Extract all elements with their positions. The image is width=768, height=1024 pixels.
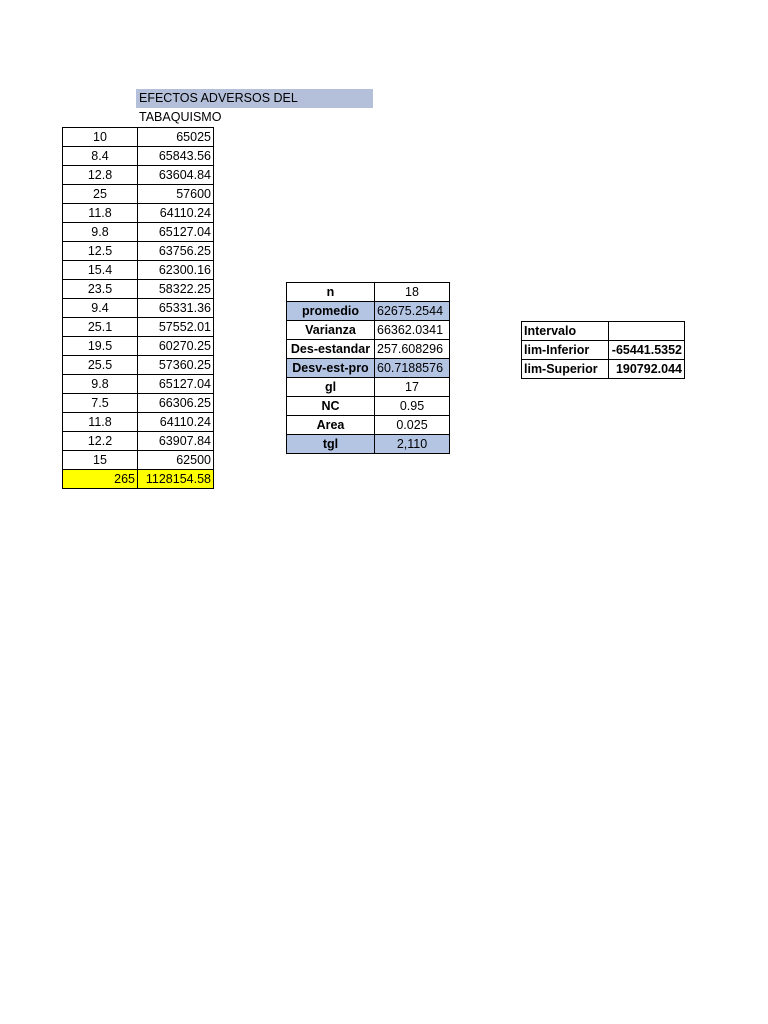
stat-row-varianza	[287, 321, 450, 340]
cell-y[interactable]: 63907.84	[138, 432, 214, 451]
interval-value[interactable]: -65441.5352	[609, 341, 685, 360]
stat-row-tgl	[287, 435, 450, 454]
cell-x[interactable]: 9.8	[63, 375, 138, 394]
table-row	[63, 185, 214, 204]
stat-value[interactable]: 0.025	[375, 416, 450, 435]
cell-x[interactable]: 11.8	[63, 204, 138, 223]
interval-row-superior	[522, 360, 685, 379]
table-row	[63, 128, 214, 147]
table-row	[63, 223, 214, 242]
cell-y[interactable]: 66306.25	[138, 394, 214, 413]
cell-y[interactable]: 65127.04	[138, 223, 214, 242]
stat-value[interactable]: 2,110	[375, 435, 450, 454]
cell-x[interactable]: 9.4	[63, 299, 138, 318]
cell-x[interactable]: 25	[63, 185, 138, 204]
stat-value[interactable]: 60.7188576	[375, 359, 450, 378]
table-row	[63, 204, 214, 223]
total-y[interactable]: 1128154.58	[138, 470, 214, 489]
table-row	[63, 413, 214, 432]
cell-y[interactable]: 62300.16	[138, 261, 214, 280]
table-row	[63, 280, 214, 299]
table-row	[63, 261, 214, 280]
data-table	[62, 127, 214, 489]
interval-header-row	[522, 322, 685, 341]
stat-label[interactable]: NC	[287, 397, 375, 416]
cell-y[interactable]: 65843.56	[138, 147, 214, 166]
stats-table	[286, 282, 450, 454]
cell-y[interactable]: 65025	[138, 128, 214, 147]
interval-row-inferior	[522, 341, 685, 360]
cell-y[interactable]: 65127.04	[138, 375, 214, 394]
cell-x[interactable]: 9.8	[63, 223, 138, 242]
empty-cell[interactable]	[609, 322, 685, 341]
cell-x[interactable]: 10	[63, 128, 138, 147]
stat-value[interactable]: 62675.2544	[375, 302, 450, 321]
table-row	[63, 337, 214, 356]
cell-y[interactable]: 65331.36	[138, 299, 214, 318]
table-row	[63, 432, 214, 451]
table-row	[63, 394, 214, 413]
stat-label[interactable]: promedio	[287, 302, 375, 321]
table-row	[63, 356, 214, 375]
totals-row	[63, 470, 214, 489]
stat-label[interactable]: gl	[287, 378, 375, 397]
table-row	[63, 318, 214, 337]
stat-row-des-estandar	[287, 340, 450, 359]
stat-label[interactable]: Area	[287, 416, 375, 435]
cell-x[interactable]: 12.5	[63, 242, 138, 261]
cell-y[interactable]: 58322.25	[138, 280, 214, 299]
table-row	[63, 147, 214, 166]
stat-value[interactable]: 18	[375, 283, 450, 302]
stat-row-promedio	[287, 302, 450, 321]
cell-y[interactable]: 57600	[138, 185, 214, 204]
stat-row-n	[287, 283, 450, 302]
cell-x[interactable]: 23.5	[63, 280, 138, 299]
stat-value[interactable]: 17	[375, 378, 450, 397]
cell-y[interactable]: 63756.25	[138, 242, 214, 261]
table-row	[63, 166, 214, 185]
table-row	[63, 242, 214, 261]
stat-label[interactable]: Desv-est-pro	[287, 359, 375, 378]
interval-header[interactable]: Intervalo	[522, 322, 609, 341]
stat-value[interactable]: 257.608296	[375, 340, 450, 359]
cell-x[interactable]: 12.2	[63, 432, 138, 451]
cell-y[interactable]: 62500	[138, 451, 214, 470]
cell-x[interactable]: 25.5	[63, 356, 138, 375]
table-row	[63, 451, 214, 470]
interval-value[interactable]: 190792.044	[609, 360, 685, 379]
interval-label[interactable]: lim-Inferior	[522, 341, 609, 360]
stat-value[interactable]: 0.95	[375, 397, 450, 416]
interval-table	[521, 321, 685, 379]
cell-x[interactable]: 15	[63, 451, 138, 470]
stat-row-nc	[287, 397, 450, 416]
stat-row-gl	[287, 378, 450, 397]
cell-y[interactable]: 63604.84	[138, 166, 214, 185]
cell-x[interactable]: 12.8	[63, 166, 138, 185]
stat-label[interactable]: Varianza	[287, 321, 375, 340]
stat-label[interactable]: n	[287, 283, 375, 302]
cell-x[interactable]: 19.5	[63, 337, 138, 356]
cell-x[interactable]: 15.4	[63, 261, 138, 280]
interval-label[interactable]: lim-Superior	[522, 360, 609, 379]
cell-y[interactable]: 57552.01	[138, 318, 214, 337]
cell-y[interactable]: 64110.24	[138, 413, 214, 432]
stat-row-desv-est-pro	[287, 359, 450, 378]
cell-y[interactable]: 64110.24	[138, 204, 214, 223]
cell-x[interactable]: 25.1	[63, 318, 138, 337]
table-row	[63, 375, 214, 394]
stat-row-area	[287, 416, 450, 435]
cell-y[interactable]: 57360.25	[138, 356, 214, 375]
table-row	[63, 299, 214, 318]
stat-label[interactable]: tgl	[287, 435, 375, 454]
total-x[interactable]: 265	[63, 470, 138, 489]
sheet-title: EFECTOS ADVERSOS DEL TABAQUISMO	[136, 89, 373, 108]
cell-y[interactable]: 60270.25	[138, 337, 214, 356]
stat-value[interactable]: 66362.0341	[375, 321, 450, 340]
stat-label[interactable]: Des-estandar	[287, 340, 375, 359]
cell-x[interactable]: 8.4	[63, 147, 138, 166]
cell-x[interactable]: 7.5	[63, 394, 138, 413]
cell-x[interactable]: 11.8	[63, 413, 138, 432]
